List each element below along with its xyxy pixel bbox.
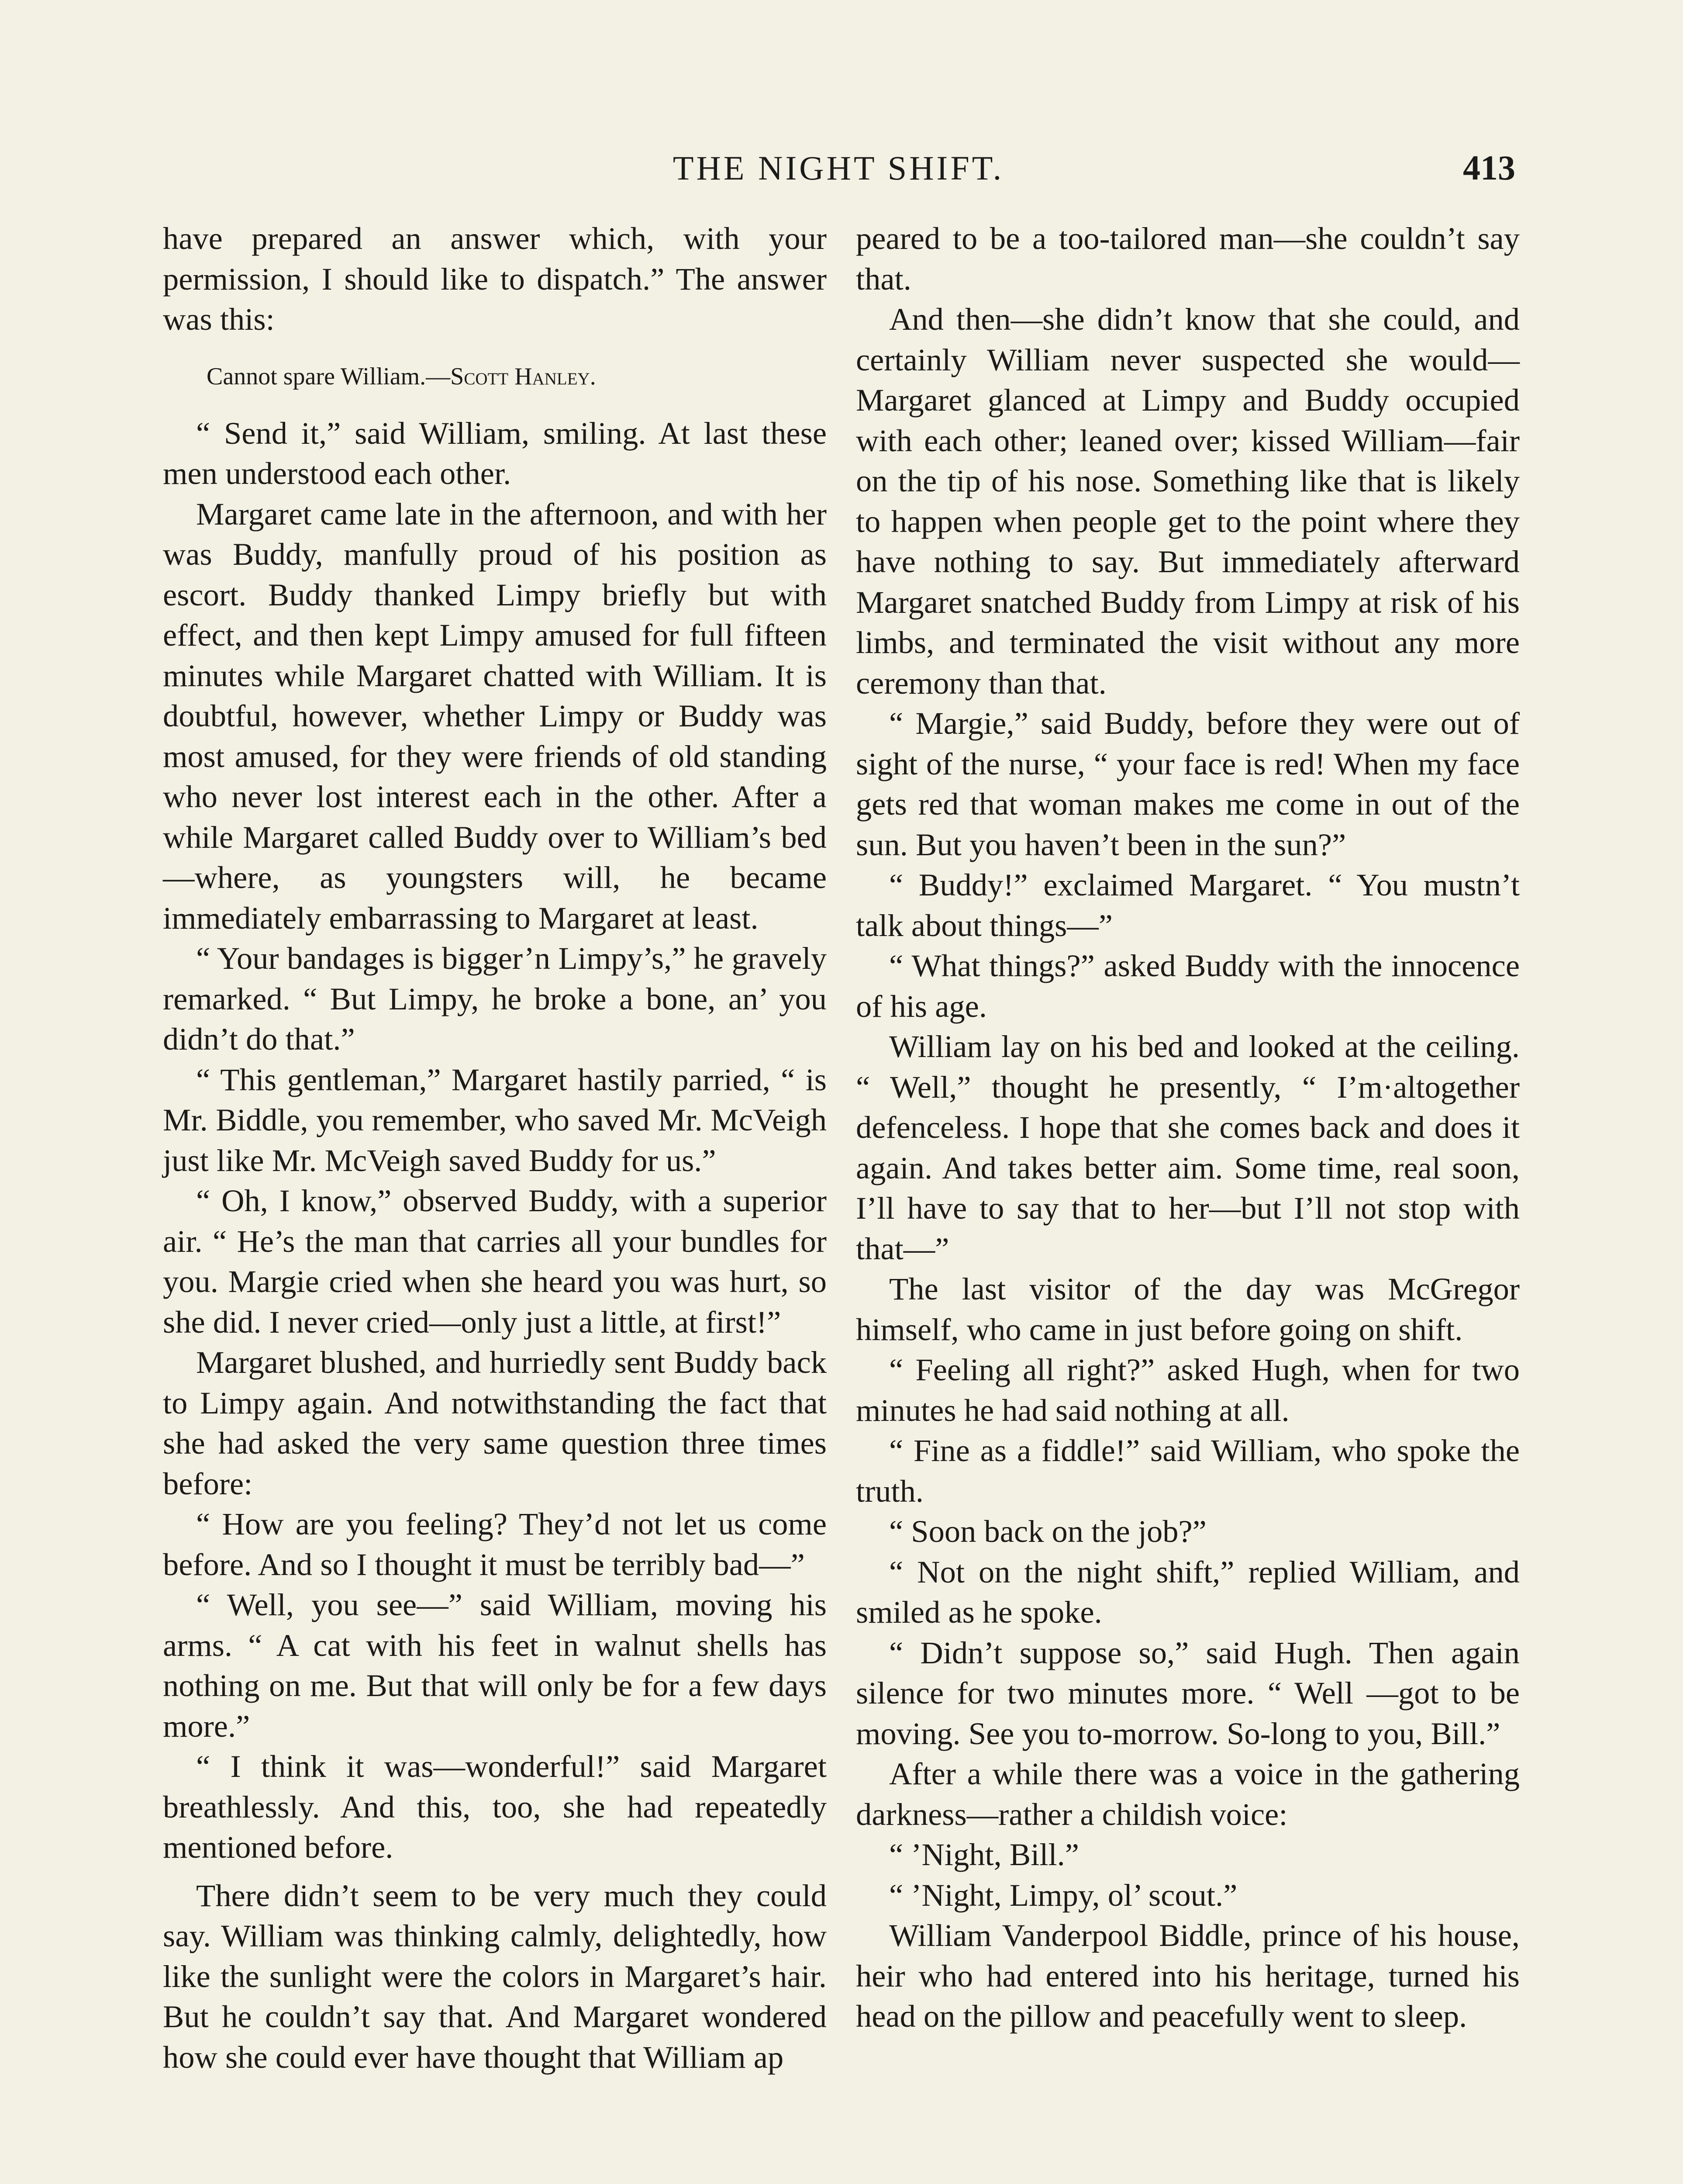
telegram-message: Cannot spare William.— — [207, 363, 451, 390]
paragraph: “ Oh, I know,” observed Buddy, with a superior air. “ He’s the man that carries all your bundles for you. Margie cried when she heard you was hurt, so she did. I never cried—only just a little, at first!” — [163, 1183, 827, 1340]
paragraph: “ Margie,” said Buddy, before they were out of sight of the nurse, “ your face is red! When my face gets red that woman makes me come in out of the sun. But you haven’t been in the sun?” — [856, 705, 1520, 862]
paragraph: William Vanderpool Biddle, prince of his house, heir who had entered into his heritage, turned his head on the pillow and peacefully went to sleep. — [856, 1918, 1520, 2034]
paragraph: “ Didn’t suppose so,” said Hugh. Then again silence for two minutes more. “ Well —got to be moving. See you to-morrow. So-long to you, Bill.” — [856, 1635, 1520, 1751]
paragraph: “ Not on the night shift,” replied William, and smiled as he spoke. — [856, 1554, 1520, 1630]
paragraph: And then—she didn’t know that she could, and certainly William never suspected she would—Margaret glanced at Limpy and Buddy occupied with each other; leaned over; kissed William—fair on the tip of his nose. Something like that is likely to happen when people get to the point where they have nothing to say. But immediately afterward Margaret snatched Buddy from Limpy at risk of his limbs, and terminated the visit without any more ceremony than that. — [856, 301, 1520, 701]
paragraph: There didn’t seem to be very much they could say. William was thinking calmly, delightedly, how like the sunlight were the colors in Margaret’s hair. But he couldn’t say that. And Margaret wondered how she could ever have thought that William ap — [163, 1877, 827, 2075]
left-column — [163, 218, 827, 2077]
running-head — [162, 140, 1515, 197]
paragraph: Margaret blushed, and hurriedly sent Buddy back to Limpy again. And notwithstanding the fact that she had asked the very same question three times before: — [163, 1344, 827, 1501]
right-column — [856, 218, 1520, 2037]
telegram-signature: Scott Hanley. — [450, 363, 596, 390]
paragraph: “ Well, you see—” said William, moving his arms. “ A cat with his feet in walnut shells has nothing on me. But that will only be for a few days more.” — [163, 1587, 827, 1744]
paragraph: “ ’Night, Bill.” — [889, 1837, 1079, 1872]
paragraph: “ Feeling all right?” asked Hugh, when for two minutes he had said nothing at all. — [856, 1352, 1520, 1428]
telegram-text — [163, 356, 827, 397]
paragraph: have prepared an answer which, with your permission, I should like to dispatch.” The answer was this: — [163, 221, 827, 337]
paragraph: “ This gentleman,” Margaret hastily parried, “ is Mr. Biddle, you remember, who saved Mr. McVeigh just like Mr. McVeigh saved Buddy for us.” — [163, 1061, 827, 1178]
paragraph: “ Your bandages is bigger’n Limpy’s,” he gravely remarked. “ But Limpy, he broke a bone, an’ you didn’t do that.” — [163, 940, 827, 1057]
paragraph: “ Fine as a fiddle!” said William, who spoke the truth. — [856, 1433, 1520, 1509]
paragraph: The last visitor of the day was McGregor himself, who came in just before going on shift. — [856, 1271, 1520, 1347]
page-number: 413 — [1463, 149, 1515, 187]
running-title: THE NIGHT SHIFT. — [673, 149, 1004, 187]
paragraph: After a while there was a voice in the gathering darkness—rather a childish voice: — [856, 1756, 1520, 1832]
paragraph: “ Send it,” said William, smiling. At last these men understood each other. — [163, 415, 827, 491]
paragraph: “ Soon back on the job?” — [889, 1514, 1207, 1549]
paragraph: “ ’Night, Limpy, ol’ scout.” — [889, 1877, 1238, 1913]
paragraph: “ How are you feeling? They’d not let us come before. And so I thought it must be terribly bad—” — [163, 1506, 827, 1582]
paragraph: “ Buddy!” exclaimed Margaret. “ You mustn’t talk about things—” — [856, 867, 1520, 943]
paragraph: “ I think it was—wonderful!” said Margaret breathlessly. And this, too, she had repeatedly mentioned before. — [163, 1749, 827, 1865]
paragraph: Margaret came late in the afternoon, and with her was Buddy, manfully proud of his position as escort. Buddy thanked Limpy briefly but with effect, and then kept Limpy amused for full fifteen minutes while Margaret chatted with William. It is doubtful, however, whether Limpy or Buddy was most amused, for they were friends of old standing who never lost interest each in the other. After a while Margaret called Buddy over to William’s bed—where, as youngsters will, he became immediately embarrassing to Margaret at least. — [163, 496, 827, 936]
paragraph: peared to be a too-tailored man—she couldn’t say that. — [856, 221, 1520, 297]
paragraph: William lay on his bed and looked at the ceiling. “ Well,” thought he presently, “ I’m·altogether defenceless. I hope that she comes back and does it again. And takes better aim. Some time, real soon, I’ll have to say that to her—but I’ll not stop with that—” — [856, 1029, 1520, 1266]
paragraph: “ What things?” asked Buddy with the innocence of his age. — [856, 948, 1520, 1024]
